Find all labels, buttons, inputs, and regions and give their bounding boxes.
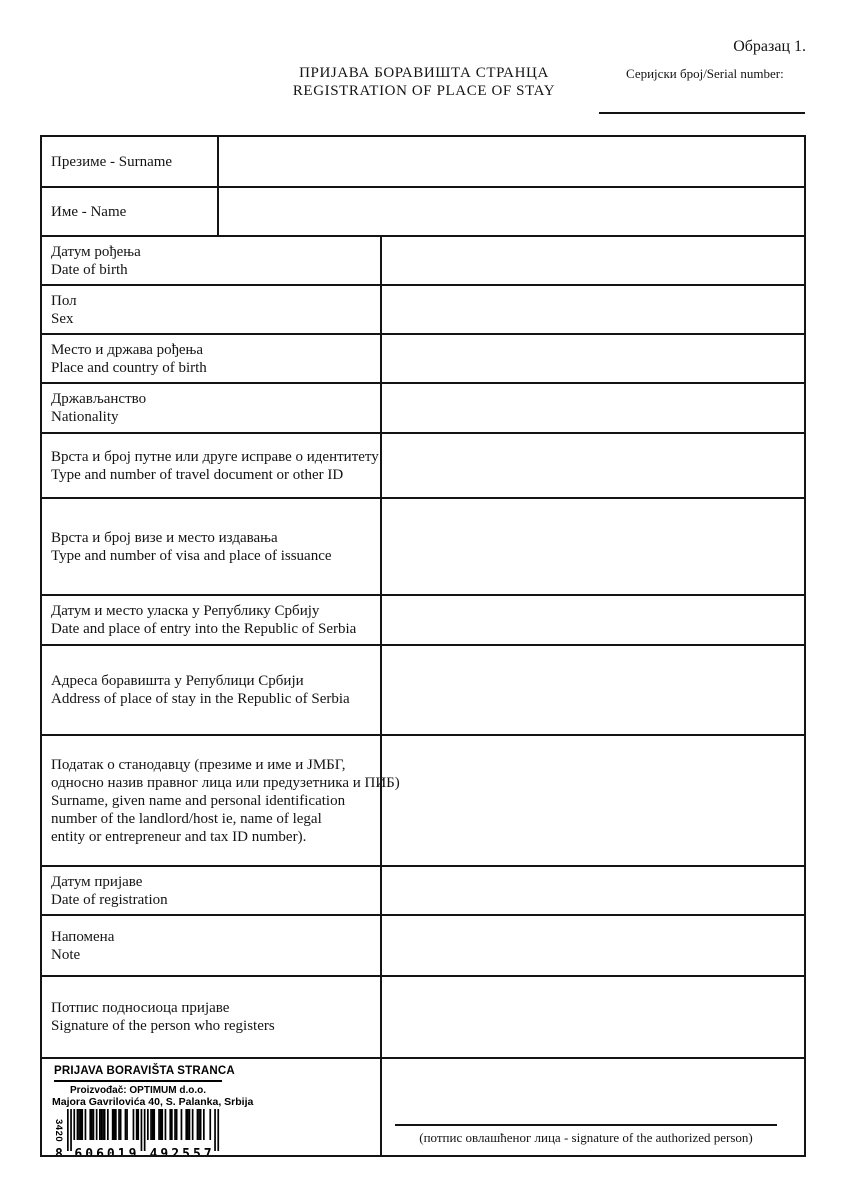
label-line: Напомена [51,928,115,945]
form-title-serbian: ПРИЈАВА БОРАВИШТА СТРАНЦА [299,65,549,81]
field-label-signature [42,977,382,1057]
label-line: Адреса боравишта у Републици Србији [51,673,304,689]
form-row-visa [42,497,804,594]
footer-row [42,1057,804,1161]
field-label-name [42,188,219,235]
producer-line: Proizvođač: OPTIMUM d.o.o. [69,1085,207,1096]
form-row-place-of-birth [42,333,804,382]
label-line: Датум и место уласка у Републику Србију [51,603,320,619]
field-label-date-of-birth [42,237,382,284]
form-row-sex [42,284,804,333]
label-line: односно назив правног лица или предузетника и ПИБ) [51,774,400,791]
label-line: Име - Name [51,203,127,220]
authorized-signature-cell [382,1059,804,1155]
label-line: Place and country of birth [51,359,207,376]
label-line: Датум пријаве [51,873,143,890]
field-value-nationality [382,384,804,432]
label-line: Пол [51,292,77,309]
label-line: Место и држава рођења [51,341,204,358]
field-label-note [42,916,382,975]
label-line: Address of place of stay in the Republic of Serbia [51,691,350,707]
barcode-digit-first: 8 [55,1147,63,1161]
field-label-travel-document [42,434,382,497]
label-line: Type and number of travel document or other ID [51,466,344,483]
manufacturer-title: PRIJAVA BORAVIŠTA STRANCA [54,1065,222,1082]
label-line: Потпис подносиоца пријаве [51,1000,230,1016]
label-line: Type and number of visa and place of issuance [51,547,332,564]
form-row-date-of-birth [42,235,804,284]
field-label-visa [42,499,382,594]
label-line: Date and place of entry into the Republic of Serbia [51,621,357,637]
label-line: Врста и број путне или друге исправе о идентитету [51,448,379,465]
form-row-signature [42,975,804,1057]
field-label-registration-date [42,867,382,914]
form-number-label: Образац 1. [733,38,806,55]
field-rows [42,137,804,1057]
field-value-sex [382,286,804,333]
barcode-digits-left: 606019 [74,1147,137,1161]
label-line: Surname, given name and personal identification [51,792,346,809]
ean-barcode [52,1109,232,1161]
field-label-landlord [42,736,400,865]
label-line: Sex [51,310,74,327]
authorized-signature-caption: (потпис овлашћеног лица - signature of the authorized person) [419,1130,753,1145]
form-row-landlord [42,734,804,865]
authorized-signature-line [395,1124,777,1126]
label-line: Презиме - Surname [51,153,173,170]
field-value-date-of-birth [382,237,804,284]
field-value-travel-document [382,434,804,497]
form-row-surname [42,137,804,186]
form-row-registration-date [42,865,804,914]
field-value-entry [382,596,804,644]
label-line: Date of registration [51,891,168,908]
field-label-surname [42,137,219,186]
label-line: Signature of the person who registers [51,1018,275,1034]
producer-address: Majora Gavrilovića 40, S. Palanka, Srbija [52,1096,254,1108]
field-value-visa [382,499,804,594]
serial-number-line [599,112,805,114]
form-row-note [42,914,804,975]
field-label-sex [42,286,382,333]
registration-table [40,135,806,1161]
manufacturer-cell [42,1059,382,1161]
field-value-signature [382,977,804,1057]
label-line: Држављанство [51,391,147,407]
field-value-place-of-birth [382,335,804,382]
form-row-travel-document [42,432,804,497]
label-line: number of the landlord/host ie, name of legal [51,810,322,827]
label-line: Податак о станодавцу (презиме и име и ЈМБГ, [51,756,346,773]
label-line: entity or entrepreneur and tax ID number). [51,828,307,845]
form-row-address [42,644,804,734]
label-line: Врста и број визе и место издавања [51,529,278,546]
form-title-english: REGISTRATION OF PLACE OF STAY [292,83,556,99]
field-value-landlord [382,736,804,865]
form-row-nationality [42,382,804,432]
form-row-name [42,186,804,235]
label-line: Nationality [51,409,119,425]
ean-barcode-bars [52,1109,224,1161]
field-label-place-of-birth [42,335,382,382]
barcode-digits-right: 492557 [149,1147,212,1161]
label-line: Датум рођења [51,243,141,260]
field-value-note [382,916,804,975]
serial-number-label: Серијски број/Serial number: [626,66,784,81]
field-label-nationality [42,384,382,432]
field-value-address [382,646,804,734]
label-line: Note [51,946,81,963]
field-label-address [42,646,382,734]
field-value-name [219,188,804,235]
manufacturer-block [52,1065,254,1161]
field-value-surname [219,137,804,186]
label-line: Date of birth [51,261,128,278]
form-row-entry [42,594,804,644]
field-label-entry [42,596,382,644]
barcode-plate-number: 3420 [53,1119,64,1143]
field-value-registration-date [382,867,804,914]
